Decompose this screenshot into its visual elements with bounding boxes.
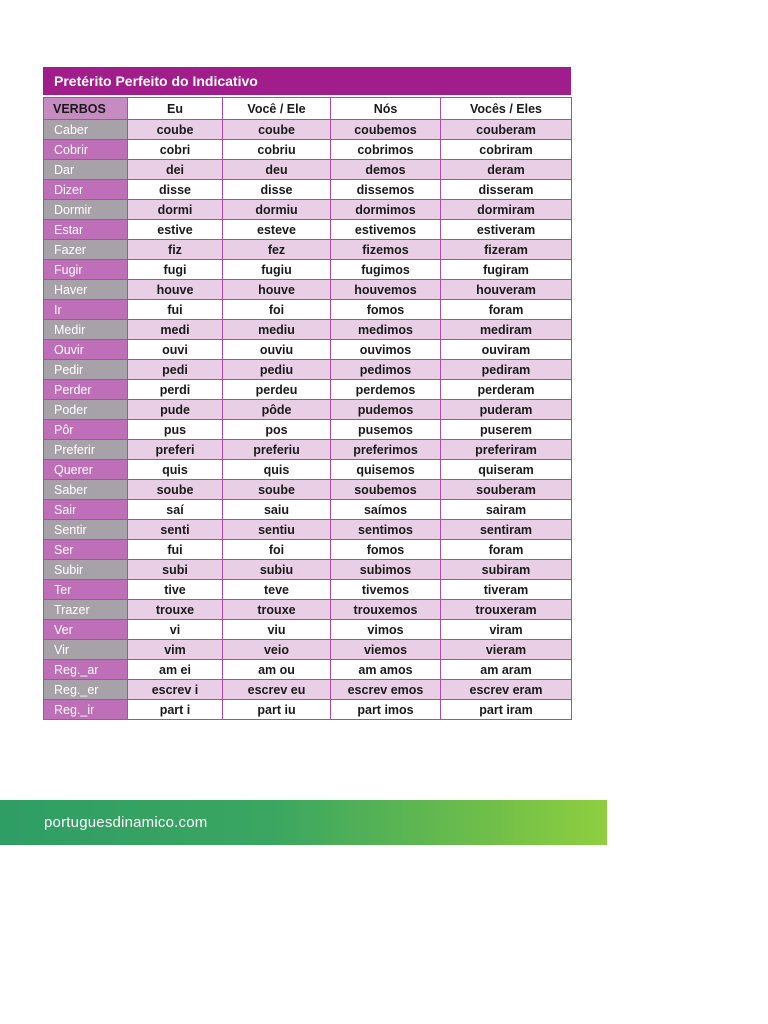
conjugation-card [43, 67, 571, 720]
conjugation-cell: foram [441, 540, 572, 560]
conjugation-cell: pedimos [331, 360, 441, 380]
conjugation-cell: couberam [441, 120, 572, 140]
verb-cell: Reg._er [44, 680, 128, 700]
table-row [44, 120, 572, 140]
conjugation-cell: coube [223, 120, 331, 140]
table-row [44, 180, 572, 200]
conjugation-cell: sairam [441, 500, 572, 520]
conjugation-cell: trouxe [223, 600, 331, 620]
conjugation-cell: dormiu [223, 200, 331, 220]
conjugation-cell: subiram [441, 560, 572, 580]
conjugation-cell: saí [128, 500, 223, 520]
conjugation-cell: pedi [128, 360, 223, 380]
conjugation-cell: demos [331, 160, 441, 180]
conjugation-cell: cobrimos [331, 140, 441, 160]
conjugation-cell: am aram [441, 660, 572, 680]
conjugation-cell: perdemos [331, 380, 441, 400]
verb-cell: Ter [44, 580, 128, 600]
verb-cell: Estar [44, 220, 128, 240]
conjugation-cell: fiz [128, 240, 223, 260]
conjugation-cell: vi [128, 620, 223, 640]
conjugation-cell: viu [223, 620, 331, 640]
verb-cell: Ver [44, 620, 128, 640]
conjugation-cell: am ei [128, 660, 223, 680]
verb-cell: Haver [44, 280, 128, 300]
table-row [44, 480, 572, 500]
conjugation-cell: sentiram [441, 520, 572, 540]
conjugation-cell: puserem [441, 420, 572, 440]
conjugation-cell: saiu [223, 500, 331, 520]
verb-cell: Reg._ir [44, 700, 128, 720]
conjugation-cell: preferiu [223, 440, 331, 460]
table-row [44, 360, 572, 380]
conjugation-cell: foram [441, 300, 572, 320]
conjugation-cell: fomos [331, 300, 441, 320]
conjugation-cell: fui [128, 540, 223, 560]
conjugation-cell: coubemos [331, 120, 441, 140]
column-header-voce-ele: Você / Ele [223, 98, 331, 120]
conjugation-cell: soube [128, 480, 223, 500]
conjugation-cell: houve [223, 280, 331, 300]
conjugation-cell: fizeram [441, 240, 572, 260]
column-header-nos: Nós [331, 98, 441, 120]
conjugation-cell: pude [128, 400, 223, 420]
verb-cell: Dormir [44, 200, 128, 220]
conjugation-cell: am ou [223, 660, 331, 680]
conjugation-cell: pôde [223, 400, 331, 420]
table-row [44, 540, 572, 560]
verb-cell: Cobrir [44, 140, 128, 160]
conjugation-cell: estive [128, 220, 223, 240]
conjugation-cell: pediu [223, 360, 331, 380]
conjugation-cell: preferiram [441, 440, 572, 460]
conjugation-cell: tive [128, 580, 223, 600]
conjugation-cell: viemos [331, 640, 441, 660]
table-row [44, 500, 572, 520]
conjugation-cell: escrev emos [331, 680, 441, 700]
table-title: Pretérito Perfeito do Indicativo [43, 67, 571, 95]
conjugation-cell: houveram [441, 280, 572, 300]
conjugation-cell: vim [128, 640, 223, 660]
conjugation-cell: fez [223, 240, 331, 260]
table-row [44, 220, 572, 240]
verb-cell: Trazer [44, 600, 128, 620]
table-row [44, 580, 572, 600]
conjugation-cell: fugi [128, 260, 223, 280]
table-row [44, 700, 572, 720]
table-row [44, 260, 572, 280]
table-row [44, 420, 572, 440]
conjugation-cell: ouviu [223, 340, 331, 360]
conjugation-cell: perdi [128, 380, 223, 400]
conjugation-cell: pudemos [331, 400, 441, 420]
conjugation-cell: am amos [331, 660, 441, 680]
conjugation-cell: quisemos [331, 460, 441, 480]
verb-cell: Pôr [44, 420, 128, 440]
conjugation-cell: sentiu [223, 520, 331, 540]
table-row [44, 460, 572, 480]
conjugation-cell: part iram [441, 700, 572, 720]
verb-cell: Querer [44, 460, 128, 480]
verb-cell: Fugir [44, 260, 128, 280]
conjugation-cell: disse [128, 180, 223, 200]
conjugation-cell: vimos [331, 620, 441, 640]
conjugation-cell: esteve [223, 220, 331, 240]
conjugation-cell: dormi [128, 200, 223, 220]
verb-cell: Perder [44, 380, 128, 400]
verb-cell: Fazer [44, 240, 128, 260]
conjugation-cell: fugiram [441, 260, 572, 280]
conjugation-cell: preferi [128, 440, 223, 460]
conjugation-cell: ouviram [441, 340, 572, 360]
conjugation-cell: tiveram [441, 580, 572, 600]
conjugation-cell: veio [223, 640, 331, 660]
verb-cell: Ouvir [44, 340, 128, 360]
conjugation-cell: pos [223, 420, 331, 440]
conjugation-cell: disseram [441, 180, 572, 200]
footer-url: portuguesdinamico.com [44, 814, 208, 831]
footer-banner [0, 800, 607, 845]
conjugation-cell: medimos [331, 320, 441, 340]
conjugation-cell: tivemos [331, 580, 441, 600]
conjugation-cell: escrev eu [223, 680, 331, 700]
table-row [44, 560, 572, 580]
conjugation-cell: foi [223, 300, 331, 320]
conjugation-cell: trouxe [128, 600, 223, 620]
conjugation-cell: puderam [441, 400, 572, 420]
conjugation-cell: subi [128, 560, 223, 580]
conjugation-cell: fomos [331, 540, 441, 560]
column-header-eu: Eu [128, 98, 223, 120]
conjugation-cell: dissemos [331, 180, 441, 200]
conjugation-cell: cobri [128, 140, 223, 160]
conjugation-cell: escrev i [128, 680, 223, 700]
verb-cell: Reg._ar [44, 660, 128, 680]
verb-cell: Pedir [44, 360, 128, 380]
conjugation-cell: trouxemos [331, 600, 441, 620]
conjugation-cell: estivemos [331, 220, 441, 240]
conjugation-cell: preferimos [331, 440, 441, 460]
conjugation-table [43, 97, 572, 720]
conjugation-cell: perdeu [223, 380, 331, 400]
conjugation-cell: senti [128, 520, 223, 540]
conjugation-cell: houvemos [331, 280, 441, 300]
column-header-verbos: VERBOS [44, 98, 128, 120]
table-row [44, 400, 572, 420]
table-row [44, 280, 572, 300]
verb-cell: Medir [44, 320, 128, 340]
conjugation-cell: deram [441, 160, 572, 180]
table-row [44, 440, 572, 460]
conjugation-cell: fui [128, 300, 223, 320]
conjugation-cell: soubemos [331, 480, 441, 500]
conjugation-cell: mediu [223, 320, 331, 340]
table-body [44, 120, 572, 720]
verb-cell: Preferir [44, 440, 128, 460]
verb-cell: Ser [44, 540, 128, 560]
verb-cell: Sentir [44, 520, 128, 540]
conjugation-cell: fugiu [223, 260, 331, 280]
conjugation-cell: ouvimos [331, 340, 441, 360]
conjugation-cell: deu [223, 160, 331, 180]
conjugation-cell: dormimos [331, 200, 441, 220]
conjugation-cell: fizemos [331, 240, 441, 260]
conjugation-cell: foi [223, 540, 331, 560]
table-row [44, 520, 572, 540]
table-row [44, 240, 572, 260]
table-row [44, 380, 572, 400]
table-row [44, 320, 572, 340]
conjugation-cell: pus [128, 420, 223, 440]
conjugation-cell: subimos [331, 560, 441, 580]
verb-cell: Vir [44, 640, 128, 660]
conjugation-cell: dei [128, 160, 223, 180]
conjugation-cell: mediram [441, 320, 572, 340]
table-row [44, 300, 572, 320]
conjugation-cell: coube [128, 120, 223, 140]
table-row [44, 140, 572, 160]
verb-cell: Ir [44, 300, 128, 320]
conjugation-cell: cobriram [441, 140, 572, 160]
conjugation-cell: pediram [441, 360, 572, 380]
conjugation-cell: quiseram [441, 460, 572, 480]
verb-cell: Dizer [44, 180, 128, 200]
conjugation-cell: pusemos [331, 420, 441, 440]
table-row [44, 640, 572, 660]
table-row [44, 600, 572, 620]
verb-cell: Subir [44, 560, 128, 580]
conjugation-cell: part i [128, 700, 223, 720]
conjugation-cell: quis [223, 460, 331, 480]
header-row [44, 98, 572, 120]
table-row [44, 200, 572, 220]
verb-cell: Sair [44, 500, 128, 520]
conjugation-cell: houve [128, 280, 223, 300]
conjugation-cell: vieram [441, 640, 572, 660]
verb-cell: Dar [44, 160, 128, 180]
conjugation-cell: soube [223, 480, 331, 500]
conjugation-cell: saímos [331, 500, 441, 520]
conjugation-cell: part iu [223, 700, 331, 720]
conjugation-cell: subiu [223, 560, 331, 580]
conjugation-cell: escrev eram [441, 680, 572, 700]
conjugation-cell: estiveram [441, 220, 572, 240]
conjugation-cell: perderam [441, 380, 572, 400]
conjugation-cell: ouvi [128, 340, 223, 360]
conjugation-cell: viram [441, 620, 572, 640]
conjugation-cell: medi [128, 320, 223, 340]
conjugation-cell: teve [223, 580, 331, 600]
conjugation-cell: quis [128, 460, 223, 480]
table-row [44, 680, 572, 700]
conjugation-cell: part imos [331, 700, 441, 720]
conjugation-cell: cobriu [223, 140, 331, 160]
conjugation-cell: trouxeram [441, 600, 572, 620]
table-row [44, 340, 572, 360]
conjugation-cell: sentimos [331, 520, 441, 540]
verb-cell: Poder [44, 400, 128, 420]
conjugation-cell: dormiram [441, 200, 572, 220]
column-header-voces-eles: Vocês / Eles [441, 98, 572, 120]
conjugation-cell: fugimos [331, 260, 441, 280]
table-row [44, 620, 572, 640]
table-row [44, 660, 572, 680]
table-row [44, 160, 572, 180]
verb-cell: Caber [44, 120, 128, 140]
verb-cell: Saber [44, 480, 128, 500]
conjugation-cell: disse [223, 180, 331, 200]
conjugation-cell: souberam [441, 480, 572, 500]
